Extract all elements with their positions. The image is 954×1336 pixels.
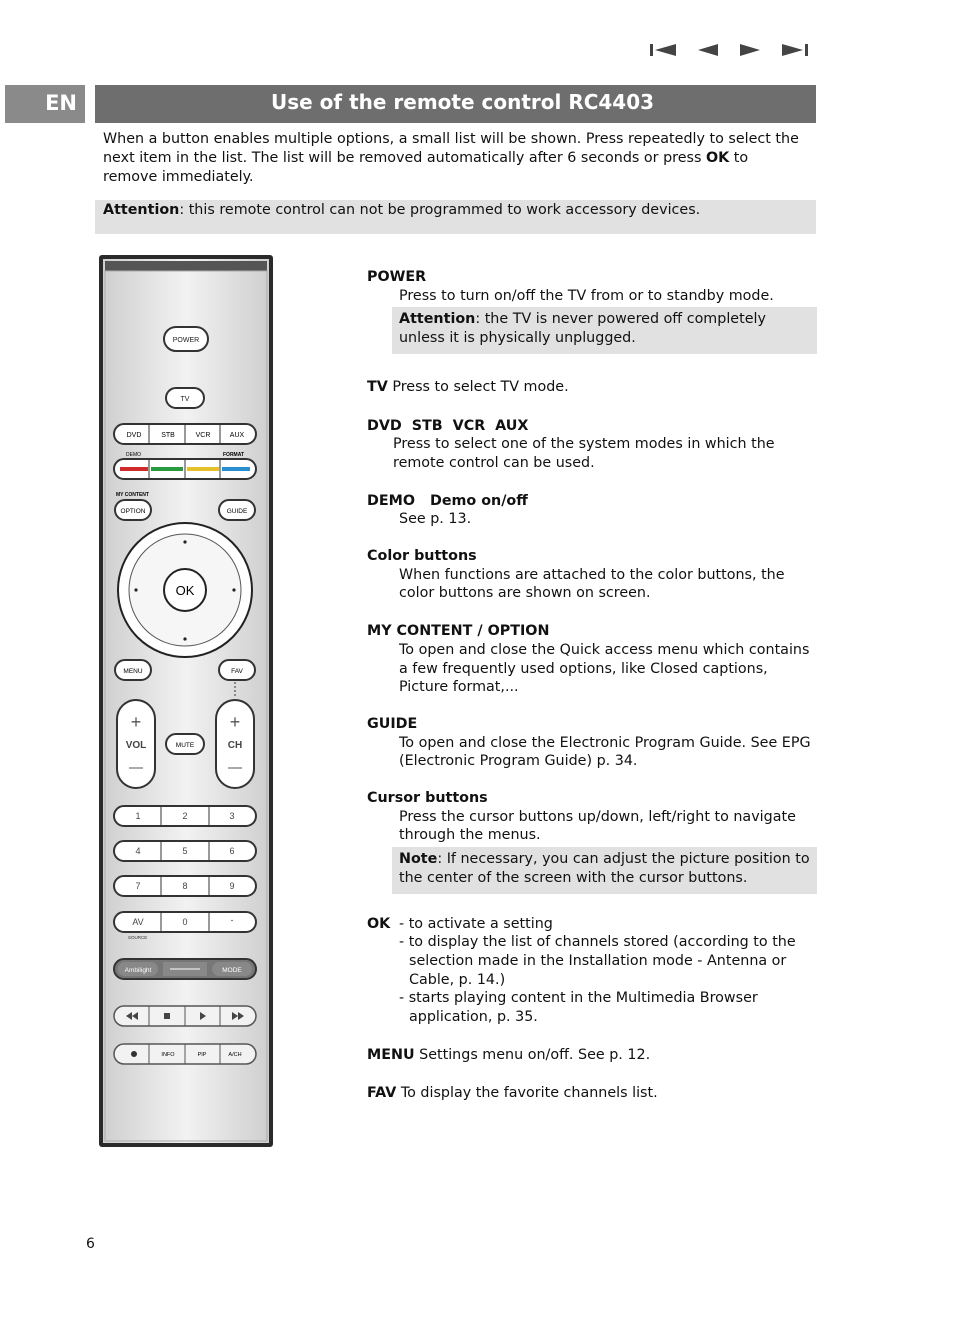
- svg-text:+: +: [229, 712, 241, 732]
- green-button[interactable]: [151, 467, 183, 471]
- menu-text: Settings menu on/off. See p. 12.: [414, 1046, 651, 1063]
- power-attention-text: : the TV is never powered off completely unless it is physically unplugged.: [399, 311, 766, 347]
- menu-button[interactable]: [115, 660, 151, 680]
- note-text: : If necessary, you can adjust the picture position to the center of the screen with the cursor buttons.: [399, 851, 810, 886]
- fav-description: [367, 1084, 817, 1103]
- power-attention-label: Attention: [399, 311, 476, 328]
- tv-label: TV: [180, 396, 190, 403]
- language-tab: [5, 85, 85, 123]
- digit-0-button[interactable]: 0: [182, 917, 188, 927]
- volume-rocker[interactable]: [117, 700, 155, 788]
- page-title: Use of the remote control RC4403: [271, 90, 655, 114]
- page-number: 6: [86, 1236, 95, 1252]
- digit-3-button[interactable]: 3: [229, 811, 235, 821]
- ok-button[interactable]: [164, 569, 206, 611]
- record-icon[interactable]: [131, 1051, 137, 1057]
- button-descriptions: [367, 268, 817, 1102]
- tv-description: [367, 378, 817, 397]
- ach-button[interactable]: A/CH: [228, 1052, 242, 1058]
- cursor-heading: Cursor buttons: [367, 790, 488, 807]
- ok-heading: OK: [367, 915, 391, 932]
- fav-button[interactable]: [219, 660, 255, 680]
- guide-label: GUIDE: [226, 508, 248, 515]
- guide-text: To open and close the Electronic Program Guide. See EPG (Electronic Program Guide) p. 34.: [399, 734, 811, 770]
- menu-description: [367, 1046, 817, 1065]
- red-button[interactable]: [120, 467, 148, 471]
- digit-4-button[interactable]: 4: [135, 846, 141, 856]
- digit-2-button[interactable]: 2: [182, 811, 188, 821]
- page-navigation: [648, 40, 810, 60]
- function-buttons: [114, 1044, 256, 1064]
- intro-ok: OK: [705, 150, 730, 166]
- digit-6-button[interactable]: 6: [229, 846, 235, 856]
- ok-label: OK: [175, 583, 195, 598]
- option-button[interactable]: [115, 500, 151, 520]
- power-attention-box: [392, 307, 817, 353]
- my-content-label: MY CONTENT: [116, 492, 149, 498]
- source-label: SOURCE: [128, 935, 148, 940]
- color-heading: Color buttons: [367, 548, 477, 565]
- digit-1-button[interactable]: 1: [135, 811, 141, 821]
- tv-heading: TV: [367, 378, 388, 395]
- ok-description: [367, 915, 817, 1027]
- fav-text: To display the favorite channels list.: [396, 1084, 658, 1101]
- fav-label: FAV: [231, 668, 243, 675]
- stop-icon[interactable]: [164, 1013, 170, 1019]
- guide-button[interactable]: [219, 500, 255, 520]
- power-text: Press to turn on/off the TV from or to standby mode.: [399, 287, 774, 304]
- modes-text: Press to select one of the system modes in which the remote control can be used.: [393, 436, 775, 471]
- note-label: Note: [399, 851, 438, 868]
- remote-control-illustration: [98, 254, 274, 1148]
- pip-button[interactable]: PIP: [197, 1052, 207, 1058]
- stb-button[interactable]: STB: [161, 432, 175, 439]
- attention-text: : this remote control can not be programmed to work accessory devices.: [179, 202, 701, 218]
- av-button[interactable]: AV: [132, 917, 144, 927]
- info-button[interactable]: INFO: [161, 1052, 175, 1058]
- title-bar: [95, 85, 816, 123]
- color-text: When functions are attached to the color buttons, the color buttons are shown on screen.: [399, 566, 785, 602]
- menu-label: MENU: [123, 668, 143, 675]
- ch-label: CH: [227, 740, 243, 751]
- ok-item-1: - to activate a setting: [399, 915, 553, 932]
- color-buttons: [114, 459, 256, 479]
- mute-button[interactable]: [166, 734, 204, 754]
- ok-item-2: - to display the list of channels stored (according to the selection made in the Installation mode - Antenna or Cable, p. 14.): [399, 934, 796, 988]
- ok-item-3: - starts playing content in the Multimedia Browser application, p. 35.: [399, 990, 758, 1026]
- mute-label: MUTE: [175, 742, 195, 749]
- dvd-button[interactable]: DVD: [126, 432, 142, 439]
- power-heading: POWER: [367, 269, 427, 285]
- mode-buttons: [114, 424, 256, 444]
- digit-9-button[interactable]: 9: [229, 881, 235, 891]
- attention-label: Attention: [103, 202, 180, 218]
- format-label: FORMAT: [223, 452, 245, 458]
- language-label: EN: [45, 91, 77, 115]
- digit-5-button[interactable]: 5: [182, 846, 188, 856]
- tv-button[interactable]: [166, 388, 204, 408]
- modes-heading: DVD STB VCR AUX: [367, 417, 529, 434]
- demo-label: DEMO: [126, 452, 141, 458]
- yellow-button[interactable]: [187, 467, 219, 471]
- vol-label: VOL: [125, 740, 147, 751]
- previous-page-icon[interactable]: [692, 40, 722, 60]
- dash-button[interactable]: -: [230, 915, 234, 925]
- aux-button[interactable]: AUX: [229, 432, 245, 439]
- attention-box: [95, 200, 816, 234]
- demo-text: See p. 13.: [399, 511, 472, 528]
- vcr-button[interactable]: VCR: [195, 432, 211, 439]
- intro-text-1: When a button enables multiple options, a small list will be shown. Press repeatedly to select the next item in the list. The list will be removed automatically after 6 seconds or press: [103, 131, 799, 166]
- ambilight-label: Ambilight: [124, 967, 152, 974]
- digit-7-button[interactable]: 7: [135, 881, 141, 891]
- tv-text: Press to select TV mode.: [387, 378, 569, 395]
- intro-paragraph: [103, 130, 803, 187]
- digit-8-button[interactable]: 8: [182, 881, 188, 891]
- power-button[interactable]: [164, 327, 208, 351]
- playback-buttons: [114, 1006, 256, 1026]
- mycontent-text: To open and close the Quick access menu which contains a few frequently used options, like Closed captions, Picture format,...: [399, 641, 810, 696]
- cursor-text: Press the cursor buttons up/down, left/right to navigate through the menus.: [399, 808, 796, 844]
- demo-heading: DEMO Demo on/off: [367, 492, 528, 509]
- mode-label: MODE: [222, 967, 242, 974]
- next-page-icon[interactable]: [736, 40, 766, 60]
- ambilight-bar: [114, 959, 256, 979]
- last-page-icon[interactable]: [780, 40, 810, 60]
- guide-heading: GUIDE: [367, 715, 418, 732]
- channel-rocker[interactable]: [216, 700, 254, 788]
- mycontent-heading: MY CONTENT / OPTION: [367, 623, 550, 640]
- first-page-icon[interactable]: [648, 40, 678, 60]
- fav-heading: FAV: [367, 1084, 397, 1101]
- blue-button[interactable]: [222, 467, 250, 471]
- svg-text:+: +: [130, 712, 142, 732]
- note-box: [392, 847, 817, 893]
- menu-heading: MENU: [367, 1046, 415, 1063]
- intro-text-2: to remove immediately.: [103, 150, 749, 185]
- option-label: OPTION: [120, 508, 146, 515]
- power-label: POWER: [172, 337, 200, 344]
